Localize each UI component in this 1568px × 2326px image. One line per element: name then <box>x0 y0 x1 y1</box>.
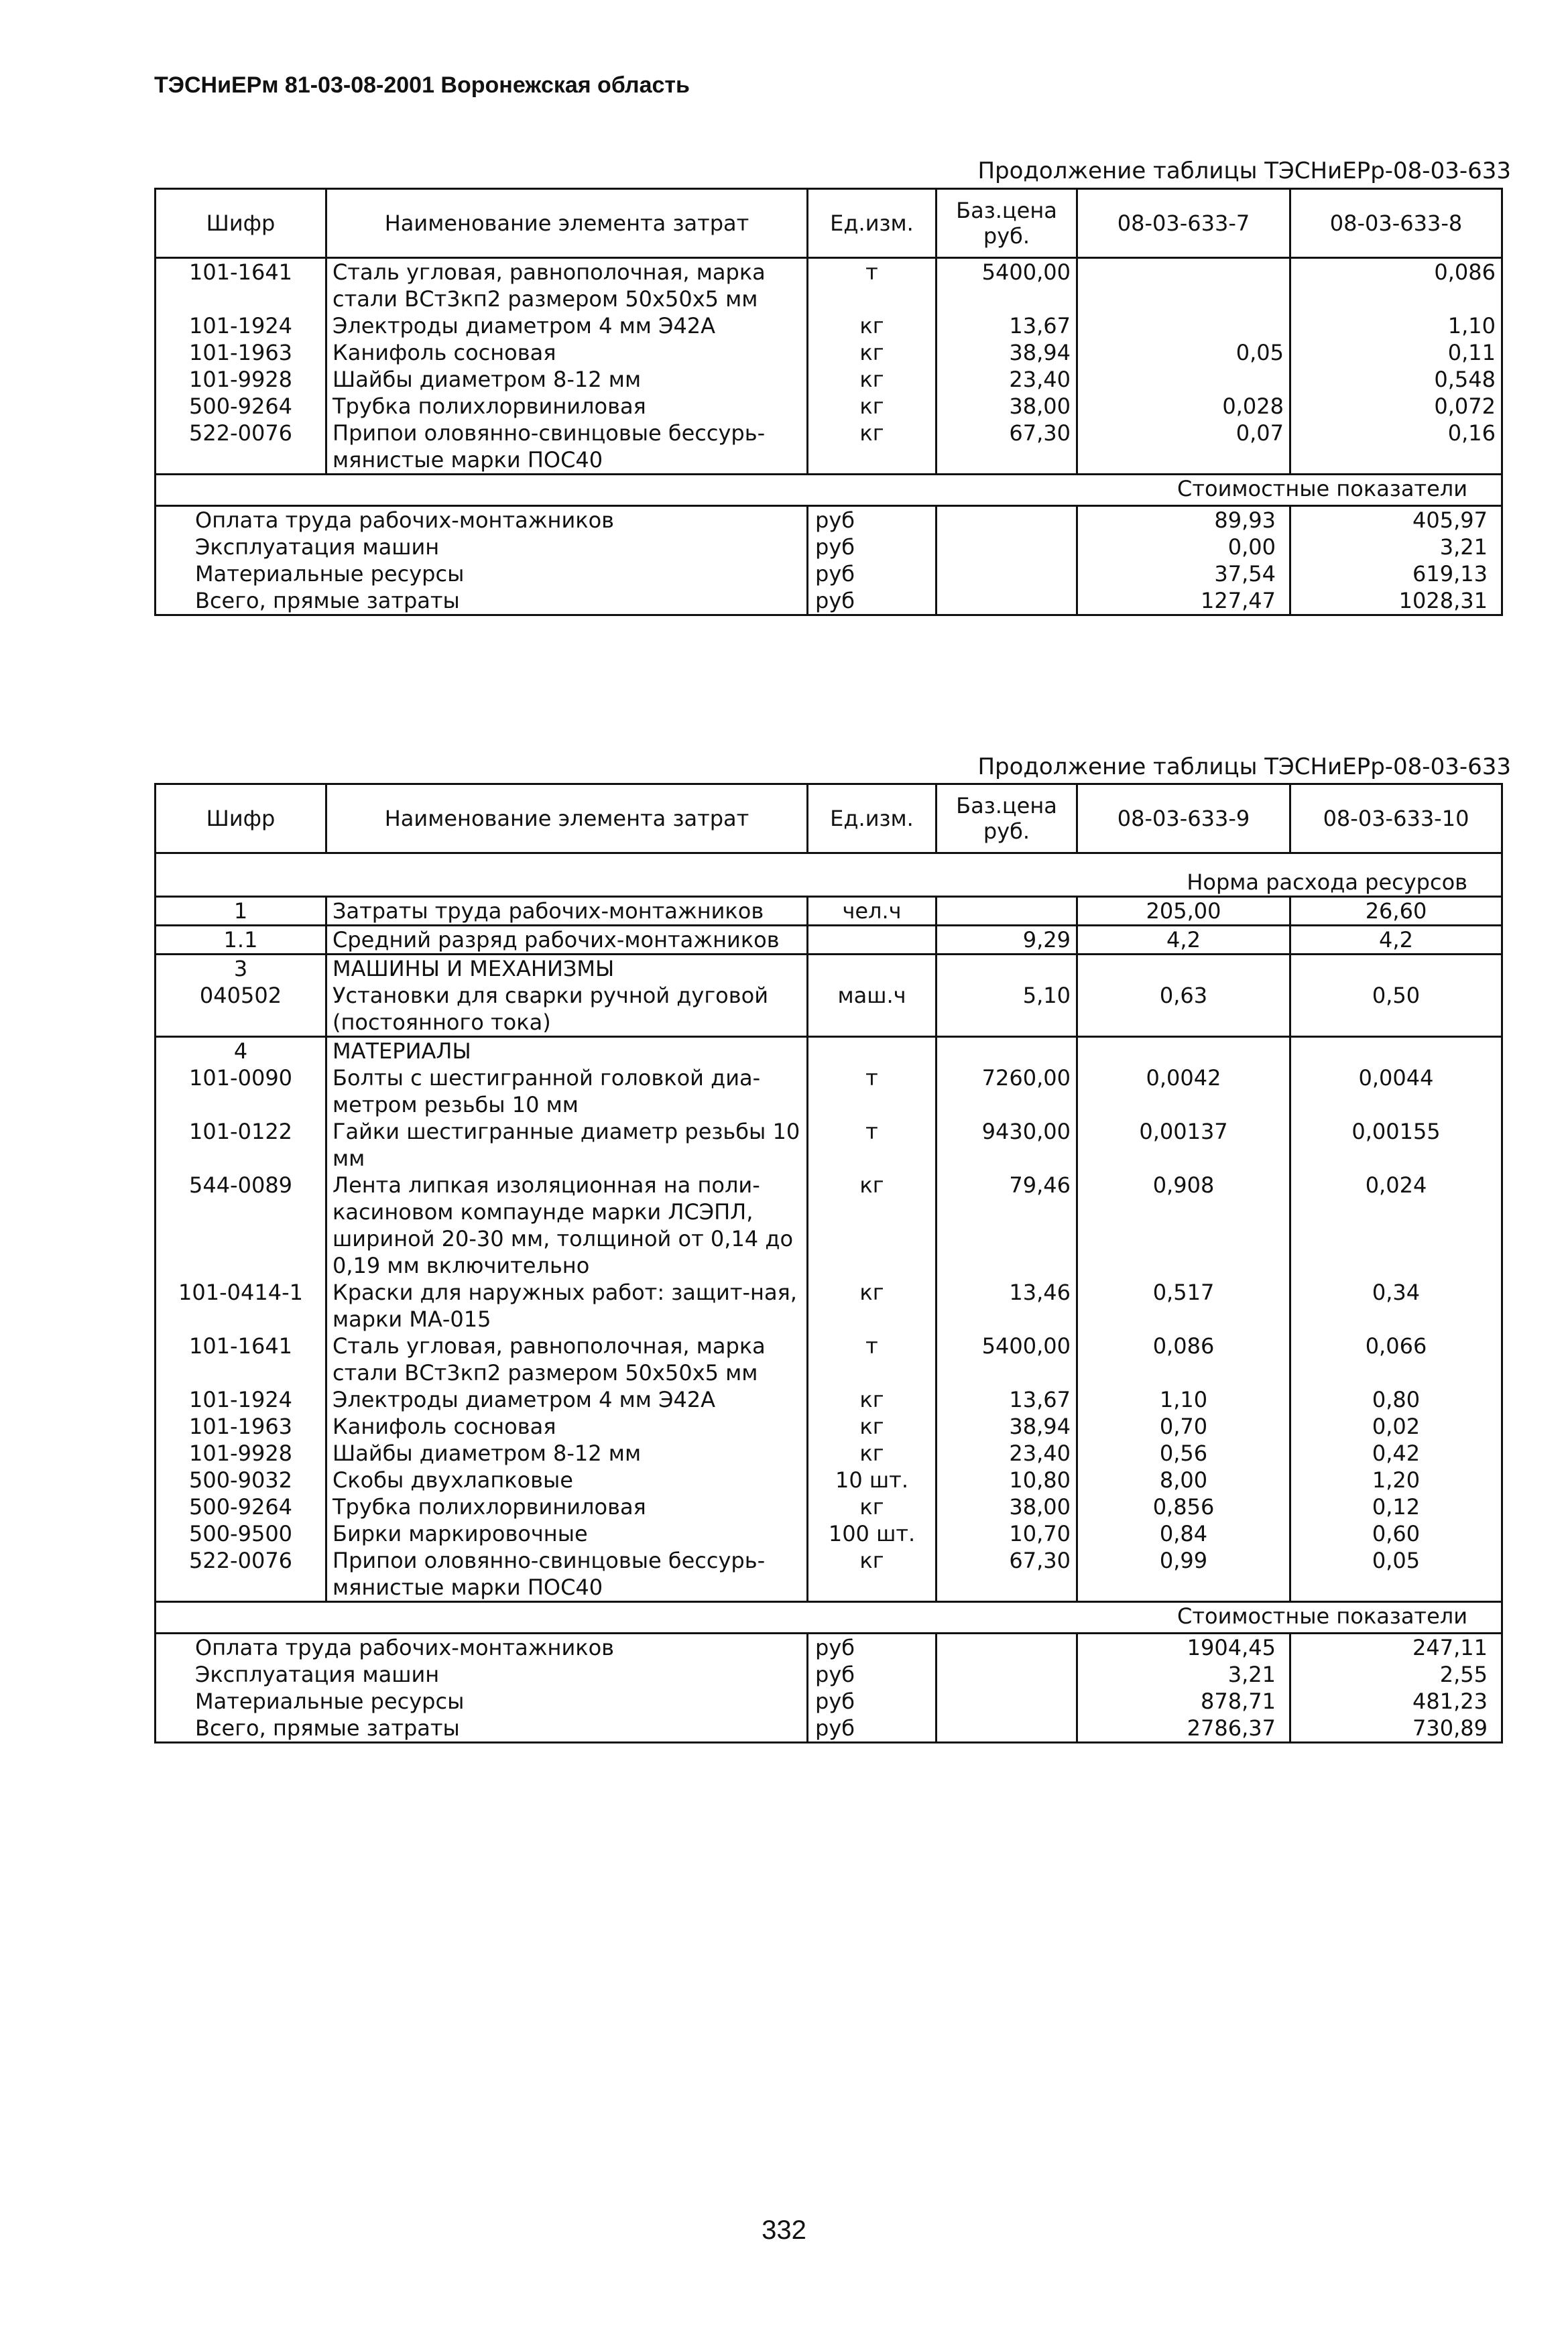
row-value-a <box>1077 366 1290 393</box>
row-unit: кг <box>808 1493 937 1520</box>
summary-value-b: 619,13 <box>1290 560 1502 587</box>
empty-cell <box>1290 1037 1502 1065</box>
header-col-a: 08-03-633-9 <box>1077 784 1290 853</box>
row-value-a: 0,856 <box>1077 1493 1290 1520</box>
row-unit: кг <box>808 339 937 366</box>
row-unit: кг <box>808 366 937 393</box>
row-value-a: 0,00137 <box>1077 1118 1290 1172</box>
table-row <box>156 1520 1502 1547</box>
summary-label: Эксплуатация машин <box>156 534 808 560</box>
summary-label: Всего, прямые затраты <box>156 1715 808 1743</box>
summary-value-b: 405,97 <box>1290 506 1502 534</box>
row-unit: т <box>808 1064 937 1118</box>
row-name: Гайки шестигранные диаметр резьбы 10 мм <box>326 1118 808 1172</box>
row-code: 101-9928 <box>156 366 326 393</box>
table-row <box>156 1493 1502 1520</box>
summary-row <box>156 534 1502 560</box>
table2-norm-label-row <box>156 853 1502 897</box>
row-value-a <box>1077 312 1290 339</box>
row-unit: 10 шт. <box>808 1467 937 1493</box>
summary-value-a: 3,21 <box>1077 1661 1290 1688</box>
section-row <box>156 1037 1502 1065</box>
summary-unit: руб <box>808 560 937 587</box>
summary-value-a: 89,93 <box>1077 506 1290 534</box>
row-value-a: 0,086 <box>1077 1333 1290 1386</box>
table-row <box>156 1386 1502 1413</box>
summary-value-b: 1028,31 <box>1290 587 1502 615</box>
empty-cell <box>937 560 1077 587</box>
row-price: 5,10 <box>937 982 1077 1037</box>
section-title: МАШИНЫ И МЕХАНИЗМЫ <box>326 955 808 983</box>
table-row <box>156 393 1502 420</box>
row-code: 101-9928 <box>156 1440 326 1467</box>
summary-unit: руб <box>808 587 937 615</box>
table-row <box>156 366 1502 393</box>
row-unit: кг <box>808 1172 937 1279</box>
empty-cell <box>937 1037 1077 1065</box>
header-col-a: 08-03-633-7 <box>1077 189 1290 258</box>
cost-section-label: Стоимостные показатели <box>156 1602 1502 1634</box>
summary-value-a: 878,71 <box>1077 1688 1290 1715</box>
row-code: 522-0076 <box>156 420 326 475</box>
row-value-a: 0,99 <box>1077 1547 1290 1602</box>
row-value-a: 0,56 <box>1077 1440 1290 1467</box>
header-col-b: 08-03-633-8 <box>1290 189 1502 258</box>
empty-cell <box>937 534 1077 560</box>
row-code: 101-1641 <box>156 258 326 313</box>
row-name: Скобы двухлапковые <box>326 1467 808 1493</box>
header-name: Наименование элемента затрат <box>326 784 808 853</box>
section-title: МАТЕРИАЛЫ <box>326 1037 808 1065</box>
row-value-a: 0,63 <box>1077 982 1290 1037</box>
row-price: 9430,00 <box>937 1118 1077 1172</box>
row-price: 9,29 <box>937 926 1077 955</box>
row-price: 5400,00 <box>937 258 1077 313</box>
row-unit: чел.ч <box>808 897 937 926</box>
row-price: 79,46 <box>937 1172 1077 1279</box>
row-value-a: 1,10 <box>1077 1386 1290 1413</box>
row-code: 522-0076 <box>156 1547 326 1602</box>
row-price: 38,94 <box>937 1413 1077 1440</box>
row-code: 500-9032 <box>156 1467 326 1493</box>
row-unit <box>808 926 937 955</box>
row-code: 040502 <box>156 982 326 1037</box>
row-value-a: 205,00 <box>1077 897 1290 926</box>
row-unit: т <box>808 258 937 313</box>
row-value-b: 0,60 <box>1290 1520 1502 1547</box>
row-unit: 100 шт. <box>808 1520 937 1547</box>
row-code: 500-9500 <box>156 1520 326 1547</box>
summary-value-b: 3,21 <box>1290 534 1502 560</box>
row-price: 38,94 <box>937 339 1077 366</box>
row-value-b: 0,072 <box>1290 393 1502 420</box>
summary-value-a: 127,47 <box>1077 587 1290 615</box>
document-title: ТЭСНиЕРм 81-03-08-2001 Воронежская область <box>154 72 690 98</box>
summary-row <box>156 1661 1502 1688</box>
row-name: Канифоль сосновая <box>326 1413 808 1440</box>
table-row <box>156 1279 1502 1333</box>
table-row <box>156 926 1502 955</box>
row-value-a: 0,84 <box>1077 1520 1290 1547</box>
table-row <box>156 1467 1502 1493</box>
summary-label: Оплата труда рабочих-монтажников <box>156 1634 808 1662</box>
row-value-b: 4,2 <box>1290 926 1502 955</box>
summary-row <box>156 1688 1502 1715</box>
row-code: 101-0122 <box>156 1118 326 1172</box>
row-unit: кг <box>808 420 937 475</box>
row-value-b: 0,16 <box>1290 420 1502 475</box>
row-code: 500-9264 <box>156 1493 326 1520</box>
row-unit: маш.ч <box>808 982 937 1037</box>
row-unit: кг <box>808 1279 937 1333</box>
empty-cell <box>808 955 937 983</box>
row-price: 13,67 <box>937 1386 1077 1413</box>
row-price: 13,67 <box>937 312 1077 339</box>
summary-value-b: 481,23 <box>1290 1688 1502 1715</box>
row-price: 38,00 <box>937 393 1077 420</box>
table2-caption: Продолжение таблицы ТЭСНиЕРр-08-03-633 <box>977 753 1511 780</box>
row-name: Электроды диаметром 4 мм Э42А <box>326 312 808 339</box>
row-value-a: 0,0042 <box>1077 1064 1290 1118</box>
table1-header-row <box>156 189 1502 258</box>
row-name: Припои оловянно-свинцовые бессурь-мянистые марки ПОС40 <box>326 1547 808 1602</box>
row-code: 1 <box>156 897 326 926</box>
row-price: 67,30 <box>937 1547 1077 1602</box>
row-value-b: 0,12 <box>1290 1493 1502 1520</box>
summary-row <box>156 560 1502 587</box>
section-code: 3 <box>156 955 326 983</box>
row-value-b: 1,10 <box>1290 312 1502 339</box>
empty-cell <box>1077 1037 1290 1065</box>
summary-value-a: 0,00 <box>1077 534 1290 560</box>
summary-label: Всего, прямые затраты <box>156 587 808 615</box>
summary-row <box>156 1715 1502 1743</box>
row-price: 10,80 <box>937 1467 1077 1493</box>
table-row <box>156 339 1502 366</box>
summary-row <box>156 587 1502 615</box>
section-row <box>156 955 1502 983</box>
row-price: 10,70 <box>937 1520 1077 1547</box>
row-name: Сталь угловая, равнополочная, марка стали ВСт3кп2 размером 50х50х5 мм <box>326 1333 808 1386</box>
row-name: Электроды диаметром 4 мм Э42А <box>326 1386 808 1413</box>
row-price: 38,00 <box>937 1493 1077 1520</box>
empty-cell <box>937 506 1077 534</box>
row-value-b: 26,60 <box>1290 897 1502 926</box>
summary-value-a: 37,54 <box>1077 560 1290 587</box>
row-unit: кг <box>808 1413 937 1440</box>
table-row <box>156 982 1502 1037</box>
table1-cost-label-row <box>156 475 1502 506</box>
row-code: 101-1963 <box>156 1413 326 1440</box>
table-row <box>156 1118 1502 1172</box>
row-name: Бирки маркировочные <box>326 1520 808 1547</box>
row-value-a: 0,517 <box>1077 1279 1290 1333</box>
row-unit: кг <box>808 1547 937 1602</box>
row-value-a: 0,05 <box>1077 339 1290 366</box>
row-code: 101-1924 <box>156 1386 326 1413</box>
row-unit: кг <box>808 312 937 339</box>
row-code: 544-0089 <box>156 1172 326 1279</box>
row-value-b: 0,548 <box>1290 366 1502 393</box>
summary-unit: руб <box>808 1688 937 1715</box>
table2-cost-label-row <box>156 1602 1502 1634</box>
table2 <box>154 783 1503 1743</box>
table-row <box>156 1547 1502 1602</box>
row-value-b: 0,02 <box>1290 1413 1502 1440</box>
row-name: Трубка полихлорвиниловая <box>326 1493 808 1520</box>
row-code: 500-9264 <box>156 393 326 420</box>
row-value-b: 0,50 <box>1290 982 1502 1037</box>
row-unit: кг <box>808 1440 937 1467</box>
empty-cell <box>937 1715 1077 1743</box>
row-name: Шайбы диаметром 8-12 мм <box>326 366 808 393</box>
table-row <box>156 1172 1502 1279</box>
empty-cell <box>937 587 1077 615</box>
summary-label: Оплата труда рабочих-монтажников <box>156 506 808 534</box>
summary-label: Материальные ресурсы <box>156 560 808 587</box>
section-code: 4 <box>156 1037 326 1065</box>
row-price: 23,40 <box>937 1440 1077 1467</box>
row-price: 7260,00 <box>937 1064 1077 1118</box>
row-value-b: 0,34 <box>1290 1279 1502 1333</box>
row-value-a: 8,00 <box>1077 1467 1290 1493</box>
header-code: Шифр <box>156 784 326 853</box>
row-name: Затраты труда рабочих-монтажников <box>326 897 808 926</box>
row-value-a: 0,07 <box>1077 420 1290 475</box>
header-code: Шифр <box>156 189 326 258</box>
empty-cell <box>937 1688 1077 1715</box>
row-price: 23,40 <box>937 366 1077 393</box>
row-unit: кг <box>808 1386 937 1413</box>
table-row <box>156 1413 1502 1440</box>
row-value-b: 0,00155 <box>1290 1118 1502 1172</box>
row-value-b: 0,024 <box>1290 1172 1502 1279</box>
row-code: 101-0414-1 <box>156 1279 326 1333</box>
row-value-a: 4,2 <box>1077 926 1290 955</box>
row-price: 5400,00 <box>937 1333 1077 1386</box>
table-row <box>156 897 1502 926</box>
row-value-a: 0,028 <box>1077 393 1290 420</box>
row-price: 13,46 <box>937 1279 1077 1333</box>
row-code: 101-0090 <box>156 1064 326 1118</box>
header-price: Баз.цена руб. <box>937 784 1077 853</box>
row-unit: кг <box>808 393 937 420</box>
table1 <box>154 188 1503 616</box>
norm-section-label: Норма расхода ресурсов <box>156 853 1502 897</box>
row-value-b: 0,42 <box>1290 1440 1502 1467</box>
summary-value-a: 1904,45 <box>1077 1634 1290 1662</box>
row-value-a: 0,70 <box>1077 1413 1290 1440</box>
header-unit: Ед.изм. <box>808 189 937 258</box>
table-row <box>156 1440 1502 1467</box>
row-unit: т <box>808 1118 937 1172</box>
summary-unit: руб <box>808 1715 937 1743</box>
summary-value-b: 247,11 <box>1290 1634 1502 1662</box>
summary-label: Эксплуатация машин <box>156 1661 808 1688</box>
summary-value-b: 2,55 <box>1290 1661 1502 1688</box>
summary-unit: руб <box>808 1661 937 1688</box>
row-name: Канифоль сосновая <box>326 339 808 366</box>
row-price: 67,30 <box>937 420 1077 475</box>
empty-cell <box>1077 955 1290 983</box>
table2-header-row <box>156 784 1502 853</box>
row-value-b: 0,11 <box>1290 339 1502 366</box>
table-row <box>156 1333 1502 1386</box>
row-code: 1.1 <box>156 926 326 955</box>
summary-value-a: 2786,37 <box>1077 1715 1290 1743</box>
row-name: Установки для сварки ручной дуговой (постоянного тока) <box>326 982 808 1037</box>
summary-row <box>156 1634 1502 1662</box>
header-col-b: 08-03-633-10 <box>1290 784 1502 853</box>
table-row <box>156 258 1502 313</box>
empty-cell <box>937 1661 1077 1688</box>
empty-cell <box>1290 955 1502 983</box>
table1-caption: Продолжение таблицы ТЭСНиЕРр-08-03-633 <box>977 158 1511 184</box>
row-value-b: 0,086 <box>1290 258 1502 313</box>
row-value-a <box>1077 258 1290 313</box>
empty-cell <box>937 955 1077 983</box>
table-row <box>156 1064 1502 1118</box>
row-code: 101-1924 <box>156 312 326 339</box>
summary-unit: руб <box>808 534 937 560</box>
row-name: Шайбы диаметром 8-12 мм <box>326 1440 808 1467</box>
header-unit: Ед.изм. <box>808 784 937 853</box>
summary-value-b: 730,89 <box>1290 1715 1502 1743</box>
table-row <box>156 312 1502 339</box>
header-name: Наименование элемента затрат <box>326 189 808 258</box>
row-name: Сталь угловая, равнополочная, марка стали ВСт3кп2 размером 50х50х5 мм <box>326 258 808 313</box>
row-value-b: 1,20 <box>1290 1467 1502 1493</box>
row-name: Краски для наружных работ: защит-ная, марки МА-015 <box>326 1279 808 1333</box>
summary-row <box>156 506 1502 534</box>
row-price <box>937 897 1077 926</box>
row-code: 101-1641 <box>156 1333 326 1386</box>
row-value-b: 0,0044 <box>1290 1064 1502 1118</box>
row-code: 101-1963 <box>156 339 326 366</box>
summary-unit: руб <box>808 1634 937 1662</box>
empty-cell <box>937 1634 1077 1662</box>
row-unit: т <box>808 1333 937 1386</box>
row-value-b: 0,066 <box>1290 1333 1502 1386</box>
page-number: 332 <box>762 2215 806 2245</box>
table-row <box>156 420 1502 475</box>
header-price: Баз.цена руб. <box>937 189 1077 258</box>
empty-cell <box>808 1037 937 1065</box>
row-name: Средний разряд рабочих-монтажников <box>326 926 808 955</box>
row-name: Лента липкая изоляционная на поли-касиновом компаунде марки ЛСЭПЛ, шириной 20-30 мм, толщиной от 0,14 до 0,19 мм включительно <box>326 1172 808 1279</box>
row-name: Припои оловянно-свинцовые бессурь-мянистые марки ПОС40 <box>326 420 808 475</box>
row-value-a: 0,908 <box>1077 1172 1290 1279</box>
row-value-b: 0,05 <box>1290 1547 1502 1602</box>
row-name: Трубка полихлорвиниловая <box>326 393 808 420</box>
summary-label: Материальные ресурсы <box>156 1688 808 1715</box>
summary-unit: руб <box>808 506 937 534</box>
cost-section-label: Стоимостные показатели <box>156 475 1502 506</box>
row-name: Болты с шестигранной головкой диа-метром резьбы 10 мм <box>326 1064 808 1118</box>
row-value-b: 0,80 <box>1290 1386 1502 1413</box>
